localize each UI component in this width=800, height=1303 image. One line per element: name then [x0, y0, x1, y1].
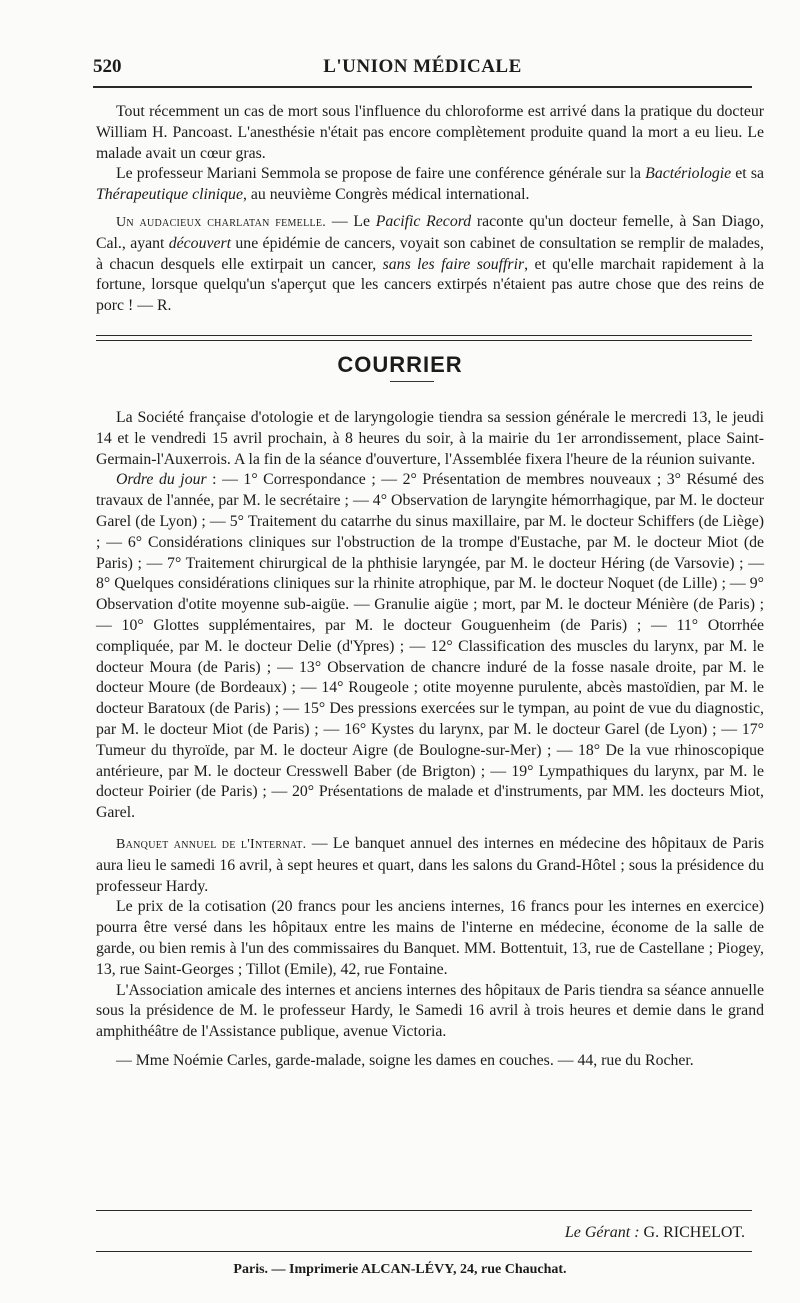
cotisation-paragraph: Le prix de la cotisation (20 francs pour les anciens internes, 16 francs pour les internes en exercice) pourra être versé dans les hôpitaux entre les mains de l'interne en médecine, économe de la salle de garde, ou bien remis à l'un des commissaires du Banquet. MM. Bottentuit, 13, rue de Castellane ; Piogey, 13, rue Saint-Georges ; Tillot (Emile), 42, rue Fontaine. [96, 898, 764, 978]
printer-imprint: Paris. — Imprimerie ALCAN-LÉVY, 24, rue Chauchat. [233, 1262, 567, 1277]
banquet-heading: Banquet annuel de l'Internat. [116, 836, 307, 852]
section-title-underline [390, 381, 434, 382]
charlatan-paragraph: Un audacieux charlatan femelle. — Le Pacific Record raconte qu'un docteur femelle, à San Diago, Cal., ayant découvert une épidémie de cancers, voyait son cabinet de consultation se remplir de malades, à chacun desquels elle extirpait un cancer, sans les faire souffrir, et qu'elle marchait rapidement à la fortune, lorsque quelqu'un s'aperçut que les cancers extirpés n'étaient pas autre chose que des reins de porc ! — R. [96, 212, 765, 315]
page-number: 520 [93, 56, 122, 77]
footer-rule-top [96, 1210, 752, 1211]
association-paragraph: L'Association amicale des internes et anciens internes des hôpitaux de Paris tiendra sa séance annuelle sous la présidence de M. le professeur Hardy, le Samedi 16 avril à trois heures et demie dans le grand amphithéâtre de l'Assistance publique, avenue Victoria. [96, 981, 764, 1041]
charlatan-heading: Un audacieux charlatan femelle. [116, 214, 327, 230]
chloroform-paragraph: Tout récemment un cas de mort sous l'influence du chloroforme est arrivé dans la pratique du docteur William H. Pancoast. L'anesthésie n'était pas encore complètement produite quand la mort a eu lieu. Le malade avait un cœur gras. [96, 103, 764, 162]
agenda-label: Ordre du jour [116, 471, 207, 489]
semmola-paragraph: Le professeur Mariani Semmola se propose de faire une conférence générale sur la Bactériologie et sa Thérapeutique clinique, au neuvième Congrès médical international. [96, 165, 764, 204]
nurse-paragraph: — Mme Noémie Carles, garde-malade, soigne les dames en couches. — 44, rue du Rocher. [116, 1051, 694, 1069]
page-header [93, 52, 752, 84]
intro-text [96, 102, 764, 317]
banquet-paragraph: Banquet annuel de l'Internat. — Le banquet annuel des internes en médecine des hôpitaux de Paris aura lieu le samedi 16 avril, à sept heures et quart, dans les salons du Grand-Hôtel ; sous la présidence du professeur Hardy. [96, 834, 765, 895]
section-rule-top [96, 335, 752, 336]
signature [400, 1224, 745, 1242]
footer-rule-bottom [96, 1251, 752, 1252]
agenda-paragraph: Ordre du jour : — 1° Correspondance ; — 2° Présentation de membres nouveaux ; 3° Résumé des travaux de l'année, par M. le secrétaire ; — 4° Observation de laryngite hémorrhagique, par M. le docteur Garel (de Lyon) ; — 5° Traitement du catarrhe du sinus maxillaire, par M. le docteur Schiffers (de Liège) ; — 6° Considérations cliniques sur l'obstruction de la trompe d'Eustache, par M. le docteur Miot (de Paris) ; — 7° Traitement chirurgical de la phthisie laryngée, par M. le docteur Héring (de Varsovie) ; — 8° Quelques considérations cliniques sur la rhinite atrophique, par M. le docteur Noquet (de Lille) ; — 9° Observation d'otite moyenne sub-aigüe. — Granulie aigüe ; mort, par M. le docteur Ménière (de Paris) ; — 10° Glottes supplémentaires, par M. le docteur Gouguenheim (de Paris) ; — 11° Otorrhée compliquée, par M. le docteur Delie (d'Ypres) ; — 12° Classification des muscles du larynx, par M. le docteur Moura (de Paris) ; — 13° Observation de chancre induré de la fosse nasale droite, par M. le docteur Moure (de Bordeaux) ; — 14° Rougeole ; otite moyenne purulente, abcès mastoïdien, par M. le docteur Baratoux (de Paris) ; — 15° Des pressions exercées sur le tympan, au point de vue du diagnostic, par M. le docteur Miot (de Paris) ; — 16° Kystes du larynx, par M. le docteur Garel (de Lyon) ; — 17° Tumeur du thyroïde, par M. le docteur Aigre (de Boulogne-sur-Mer) ; — 18° De la vue rhinoscopique antérieure, par M. le docteur Cresswell Baber (de Brigton) ; — 19° Lympathiques du larynx, par M. le docteur Poirier (de Paris) ; — 20° Présentations de malade et d'instruments, par MM. les docteurs Miot, Garel. [96, 471, 764, 822]
courrier-text [96, 408, 764, 1072]
journal-title: L'UNION MÉDICALE [323, 56, 522, 77]
signature-name: G. RICHELOT. [639, 1224, 745, 1241]
section-rule-bottom [96, 340, 752, 341]
header-rule [93, 86, 752, 88]
section-title: COURRIER [337, 352, 463, 377]
otology-society-paragraph: La Société française d'otologie et de laryngologie tiendra sa session générale le mercredi 13, le jeudi 14 et le vendredi 15 avril prochain, à 8 heures du soir, à la mairie du 1er arrondissement, place Saint-Germain-l'Auxerrois. A la fin de la séance d'ouverture, l'Assemblée fixera l'heure de la réunion suivante. [96, 409, 764, 468]
signature-label: Le Gérant : [564, 1224, 640, 1241]
